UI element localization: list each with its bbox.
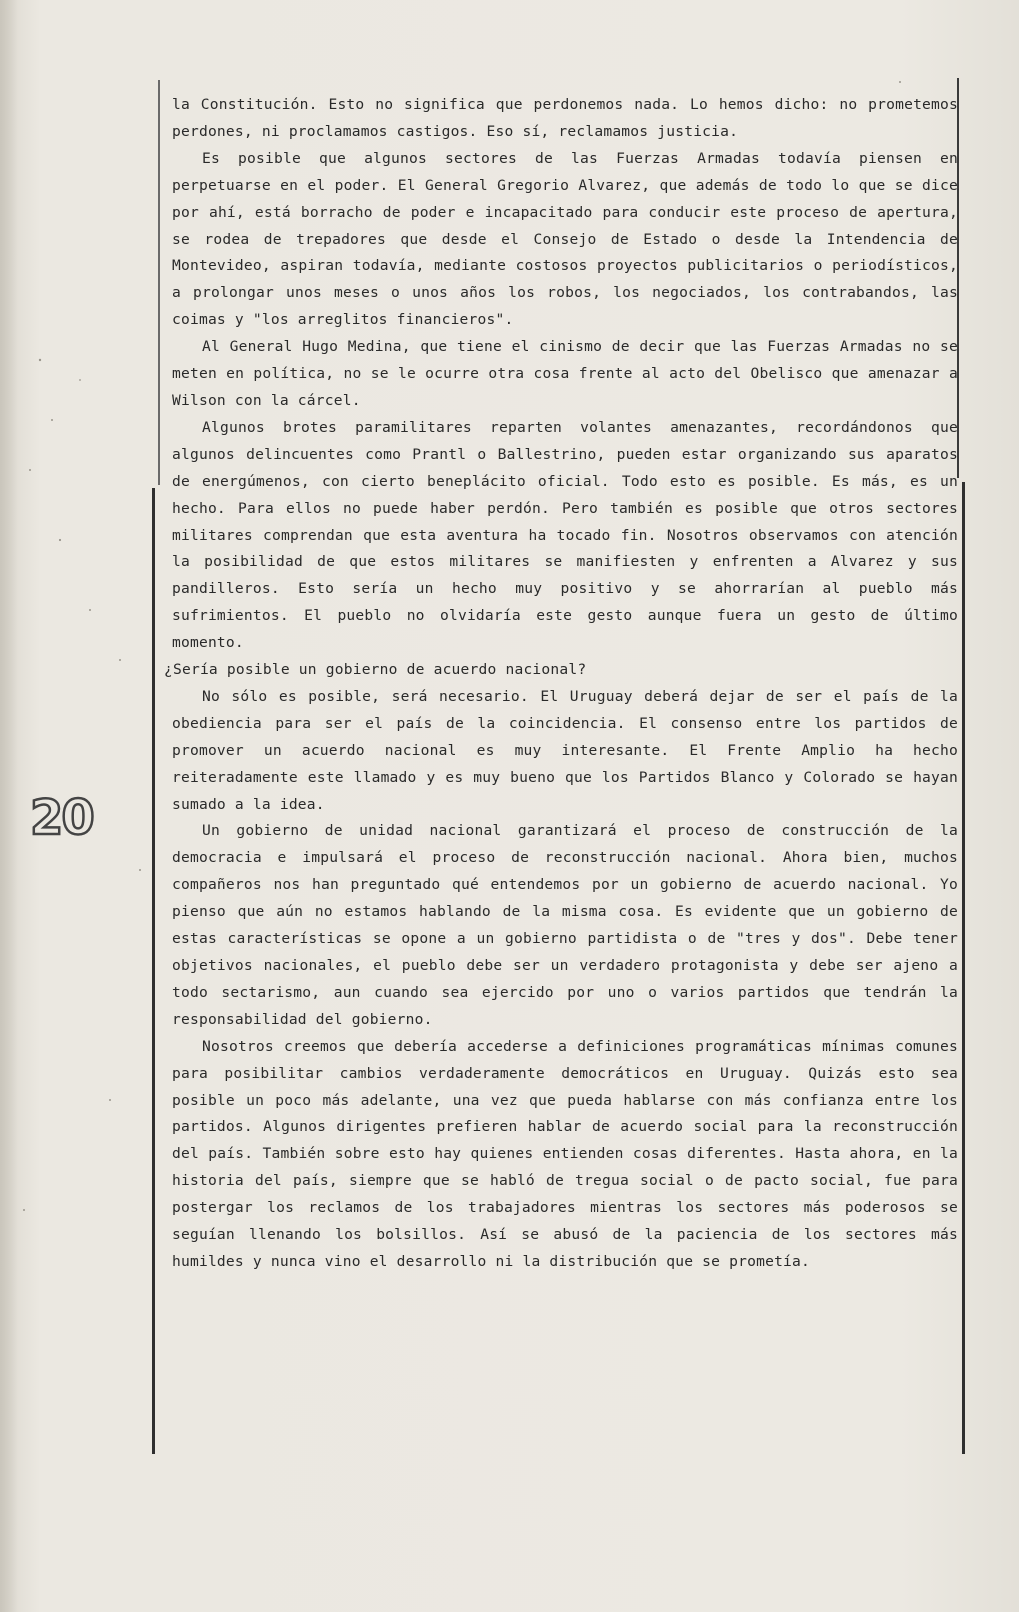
section-question: ¿Sería posible un gobierno de acuerdo nacional? bbox=[164, 661, 587, 679]
paragraph: No sólo es posible, será necesario. El Uruguay deberá dejar de ser el país de la obediencia para ser el país de la coincidencia. El consenso entre los partidos de promover un acuerdo nacional es muy interesante. El Frente Amplio ha hecho reiteradamente este llamado y es muy bueno que los Partidos Blanco y Colorado se hayan sumado a la idea. bbox=[172, 687, 958, 813]
paragraph: Nosotros creemos que debería accederse a definiciones programáticas mínimas comunes para posibilitar cambios verdaderamente democráticos en Uruguay. Quizás esto sea posible un poco más adelante, una vez que pueda hablarse con más confianza entre los partidos. Algunos dirigentes prefieren hablar de acuerdo social para la reconstrucción del país. También sobre esto hay quienes entienden cosas diferentes. Hasta ahora, en la historia del país, siempre que se habló de tregua social o de pacto social, fue para postergar los reclamos de los trabajadores mientras los sectores más poderosos se seguían llenando los bolsillos. Así se abusó de la paciencia de los sectores más humildes y nunca vino el desarrollo ni la distribución que se prometía. bbox=[172, 1037, 958, 1270]
paragraph: Al General Hugo Medina, que tiene el cinismo de decir que las Fuerzas Armadas no se meten en política, no se le ocurre otra cosa frente al acto del Obelisco que amenazar a Wilson con la cárcel. bbox=[172, 338, 958, 409]
paragraph: la Constitución. Esto no significa que perdonemos nada. Lo hemos dicho: no prometemos perdones, ni proclamamos castigos. Eso sí, reclamamos justicia. bbox=[172, 96, 958, 140]
body-text bbox=[164, 92, 958, 1276]
paragraph: Es posible que algunos sectores de las Fuerzas Armadas todavía piensen en perpetuarse en el poder. El General Gregorio Alvarez, que además de todo lo que se dice por ahí, está borracho de poder e incapacitado para conducir este proceso de apertura, se rodea de trepadores que desde el Consejo de Estado o desde la Intendencia de Montevideo, aspiran todavía, mediante costosos proyectos publicitarios o periodísticos, a prolongar unos meses o unos años los robos, los negociados, los contrabandos, las coimas y "los arreglitos financieros". bbox=[172, 149, 958, 329]
page-number: 20 bbox=[30, 790, 93, 846]
paragraph: Un gobierno de unidad nacional garantizará el proceso de construcción de la democracia e impulsará el proceso de reconstrucción nacional. Ahora bien, muchos compañeros nos han preguntado qué entendemos por un gobierno de acuerdo nacional. Yo pienso que aún no estamos hablando de la misma cosa. Es evidente que un gobierno de estas características se opone a un gobierno partidista o de "tres y dos". Debe tener objetivos nacionales, el pueblo debe ser un verdadero protagonista y debe ser ajeno a todo sectarismo, aun cuando sea ejercido por uno o varios partidos que tendrán la responsabilidad del gobierno. bbox=[172, 822, 958, 1028]
paragraph: Algunos brotes paramilitares reparten volantes amenazantes, recordándonos que algunos delincuentes como Prantl o Ballestrino, pueden estar organizando sus aparatos de energúmenos, con cierto beneplácito oficial. Todo esto es posible. Es más, es un hecho. Para ellos no puede haber perdón. Pero también es posible que otros sectores militares comprendan que esta aventura ha tocado fin. Nosotros observamos con atención la posibilidad de que estos militares se manifiesten y enfrenten a Alvarez y sus pandilleros. Esto sería un hecho muy positivo y se ahorrarían al pueblo más sufrimientos. El pueblo no olvidaría este gesto aunque fuera un gesto de último momento. bbox=[172, 418, 958, 652]
